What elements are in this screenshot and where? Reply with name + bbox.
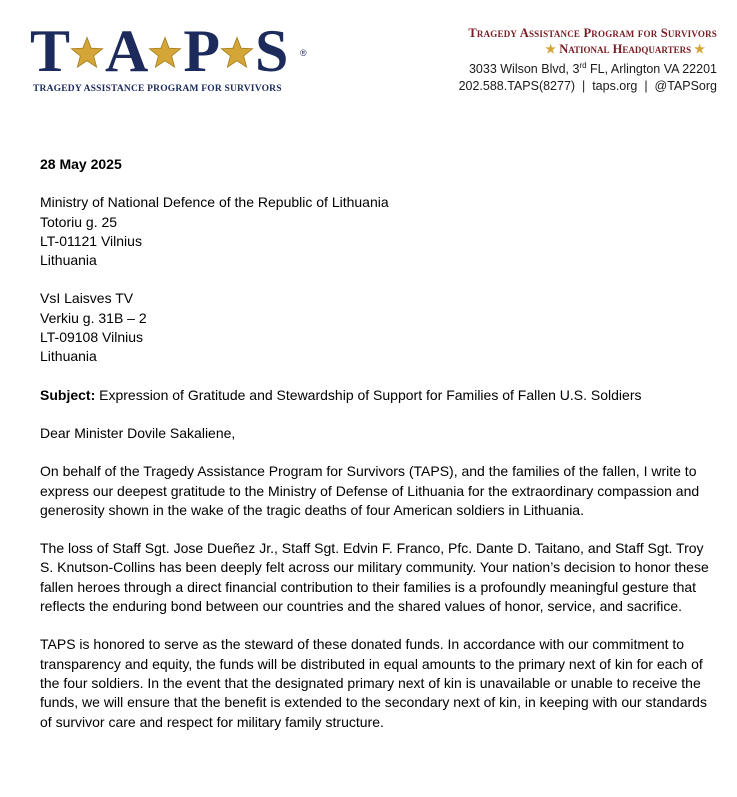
letter-body — [40, 155, 712, 751]
paragraph-1: On behalf of the Tragedy Assistance Program for Survivors (TAPS), and the families of the fallen, I write to express our deepest gratitude to the Ministry of Defense of Lithuania for the extraordinary compassion and generosity shown in the wake of the tragic deaths of four American soldiers in Lithuania. — [40, 463, 700, 518]
hq-title — [377, 41, 705, 57]
logo-tagline: TRAGEDY ASSISTANCE PROGRAM FOR SURVIVORS — [33, 84, 282, 94]
star-icon: ★ — [545, 42, 557, 56]
paragraph-3: TAPS is honored to serve as the steward of these donated funds. In accordance with our commitment to transparency and equity, the funds will be distributed in equal amounts to the primary next of kin for each of the four soldiers. In the event that the designated primary next of kin is unavailable or unable to receive the funds, we will ensure that the benefit is extended to the secondary next of kin, in keeping with our standards of survivor care and respect for military family structure. — [40, 636, 707, 730]
recipient-address-2: VsI Laisves TV Verkiu g. 31B – 2 LT-09108 Vilnius Lithuania — [40, 290, 147, 365]
letter-date: 28 May 2025 — [40, 156, 122, 172]
star-icon: ★ — [694, 42, 705, 56]
gold-star-icon — [220, 36, 254, 70]
headquarters-block — [377, 25, 717, 95]
logo-letter-p: P — [183, 18, 220, 84]
logo-letter-s: S — [255, 18, 288, 84]
taps-logo — [30, 18, 307, 98]
salutation: Dear Minister Dovile Sakaliene, — [40, 424, 236, 441]
recipient-address-1: Ministry of National Defence of the Republic of Lithuania Totoriu g. 25 LT-01121 Vilnius Lithuania — [40, 194, 389, 269]
logo-wordmark — [30, 18, 288, 84]
registered-mark: ® — [300, 48, 307, 58]
hq-address: 3033 Wilson Blvd, 3rd FL, Arlington VA 22201 — [468, 61, 717, 77]
gold-star-icon — [148, 36, 182, 70]
hq-contact: 202.588.TAPS(8277) | taps.org | @TAPSorg — [458, 79, 717, 94]
logo-letter-t: T — [30, 18, 70, 84]
gold-star-icon — [70, 36, 104, 70]
hq-organization: Tragedy Assistance Program for Survivors — [468, 26, 717, 40]
hq-title-text: National Headquarters — [559, 42, 692, 56]
logo-letter-a: A — [105, 18, 148, 84]
letter-subject: Subject: Expression of Gratitude and Stewardship of Support for Families of Fallen U.S. Soldiers — [40, 386, 642, 403]
paragraph-2: The loss of Staff Sgt. Jose Dueñez Jr., Staff Sgt. Edvin F. Franco, Pfc. Dante D. Taitano, and Staff Sgt. Troy S. Knutson-Collins has been deeply felt across our military community. Your nation’s decision to honor these fallen heroes through a direct financial contribution to their families is a profoundly meaningful gesture that reflects the enduring bond between our countries and the shared values of honor, service, and sacrifice. — [40, 540, 709, 615]
